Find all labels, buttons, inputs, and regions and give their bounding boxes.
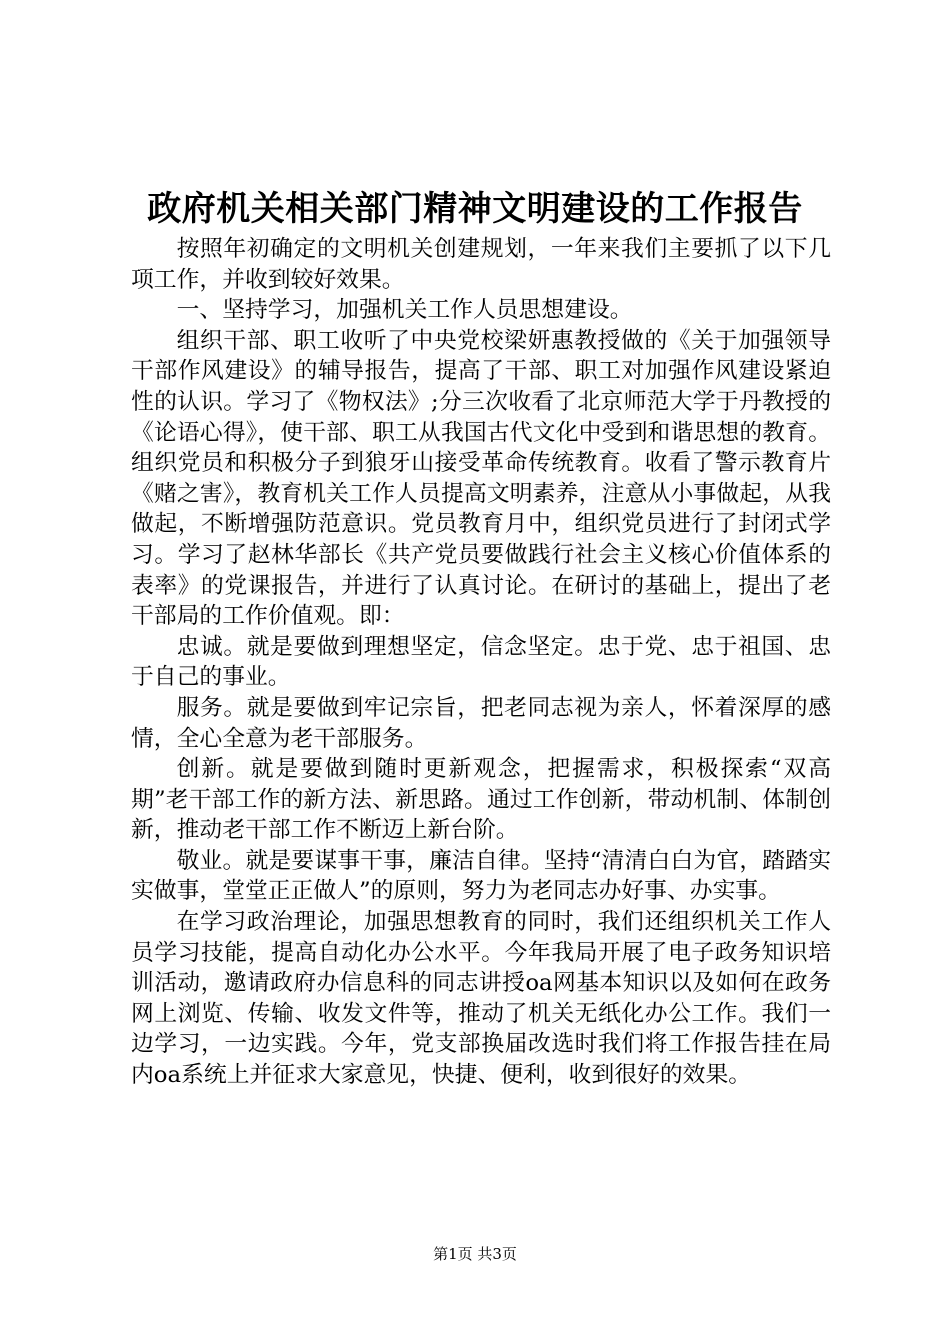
page-number-footer: 第1页 共3页 (433, 1245, 517, 1263)
section-heading-1: 一、坚持学习，加强机关工作人员思想建设。 (176, 297, 633, 324)
paragraph-study: 组织干部、职工收听了中央党校梁妍惠教授做的《关于加强领导干部作风建设》的辅导报告，提高了干部、职工对加强作风建设紧迫性的认识。学习了《物权法》;分三次收看了北京师范大学于丹教授的《论语心得》，使干部、职工从我国古代文化中受到和谐思想的教育。组织党员和积极分子到狼牙山接受革命传统教育。收看了警示教育片《赌之害》，教育机关工作人员提高文明素养，注意从小事做起，从我做起，不断增强防范意识。党员教育月中，组织党员进行了封闭式学习。学习了赵林华部长《共产党员要做践行社会主义核心价值体系的表率》的党课报告，并进行了认真讨论。在研讨的基础上，提出了老干部局的工作价值观。即： (131, 327, 831, 630)
paragraph-service: 服务。就是要做到牢记宗旨，把老同志视为亲人，怀着深厚的感情，全心全意为老干部服务。 (131, 694, 831, 752)
document-body (131, 234, 831, 1091)
paragraph-dedication: 敬业。就是要谋事干事，廉洁自律。坚持“清清白白为官，踏踏实实做事，堂堂正正做人”的原则，努力为老同志办好事、办实事。 (131, 847, 831, 905)
paragraph-skills: 在学习政治理论，加强思想教育的同时，我们还组织机关工作人员学习技能，提高自动化办公水平。今年我局开展了电子政务知识培训活动，邀请政府办信息科的同志讲授oa网基本知识以及如何在政务网上浏览、传输、收发文件等，推动了机关无纸化办公工作。我们一边学习，一边实践。今年，党支部换届改选时我们将工作报告挂在局内oa系统上并征求大家意见，快捷、便利，收到很好的效果。 (131, 909, 831, 1089)
document-title: 政府机关相关部门精神文明建设的工作报告 (147, 189, 803, 229)
paragraph-intro: 按照年初确定的文明机关创建规划，一年来我们主要抓了以下几项工作，并收到较好效果。 (131, 236, 831, 293)
paragraph-loyalty: 忠诚。就是要做到理想坚定，信念坚定。忠于党、忠于祖国、忠于自己的事业。 (131, 633, 831, 691)
paragraph-innovation: 创新。就是要做到随时更新观念，把握需求，积极探索“双高期”老干部工作的新方法、新思路。通过工作创新，带动机制、体制创新，推动老干部工作不断迈上新台阶。 (131, 756, 831, 844)
